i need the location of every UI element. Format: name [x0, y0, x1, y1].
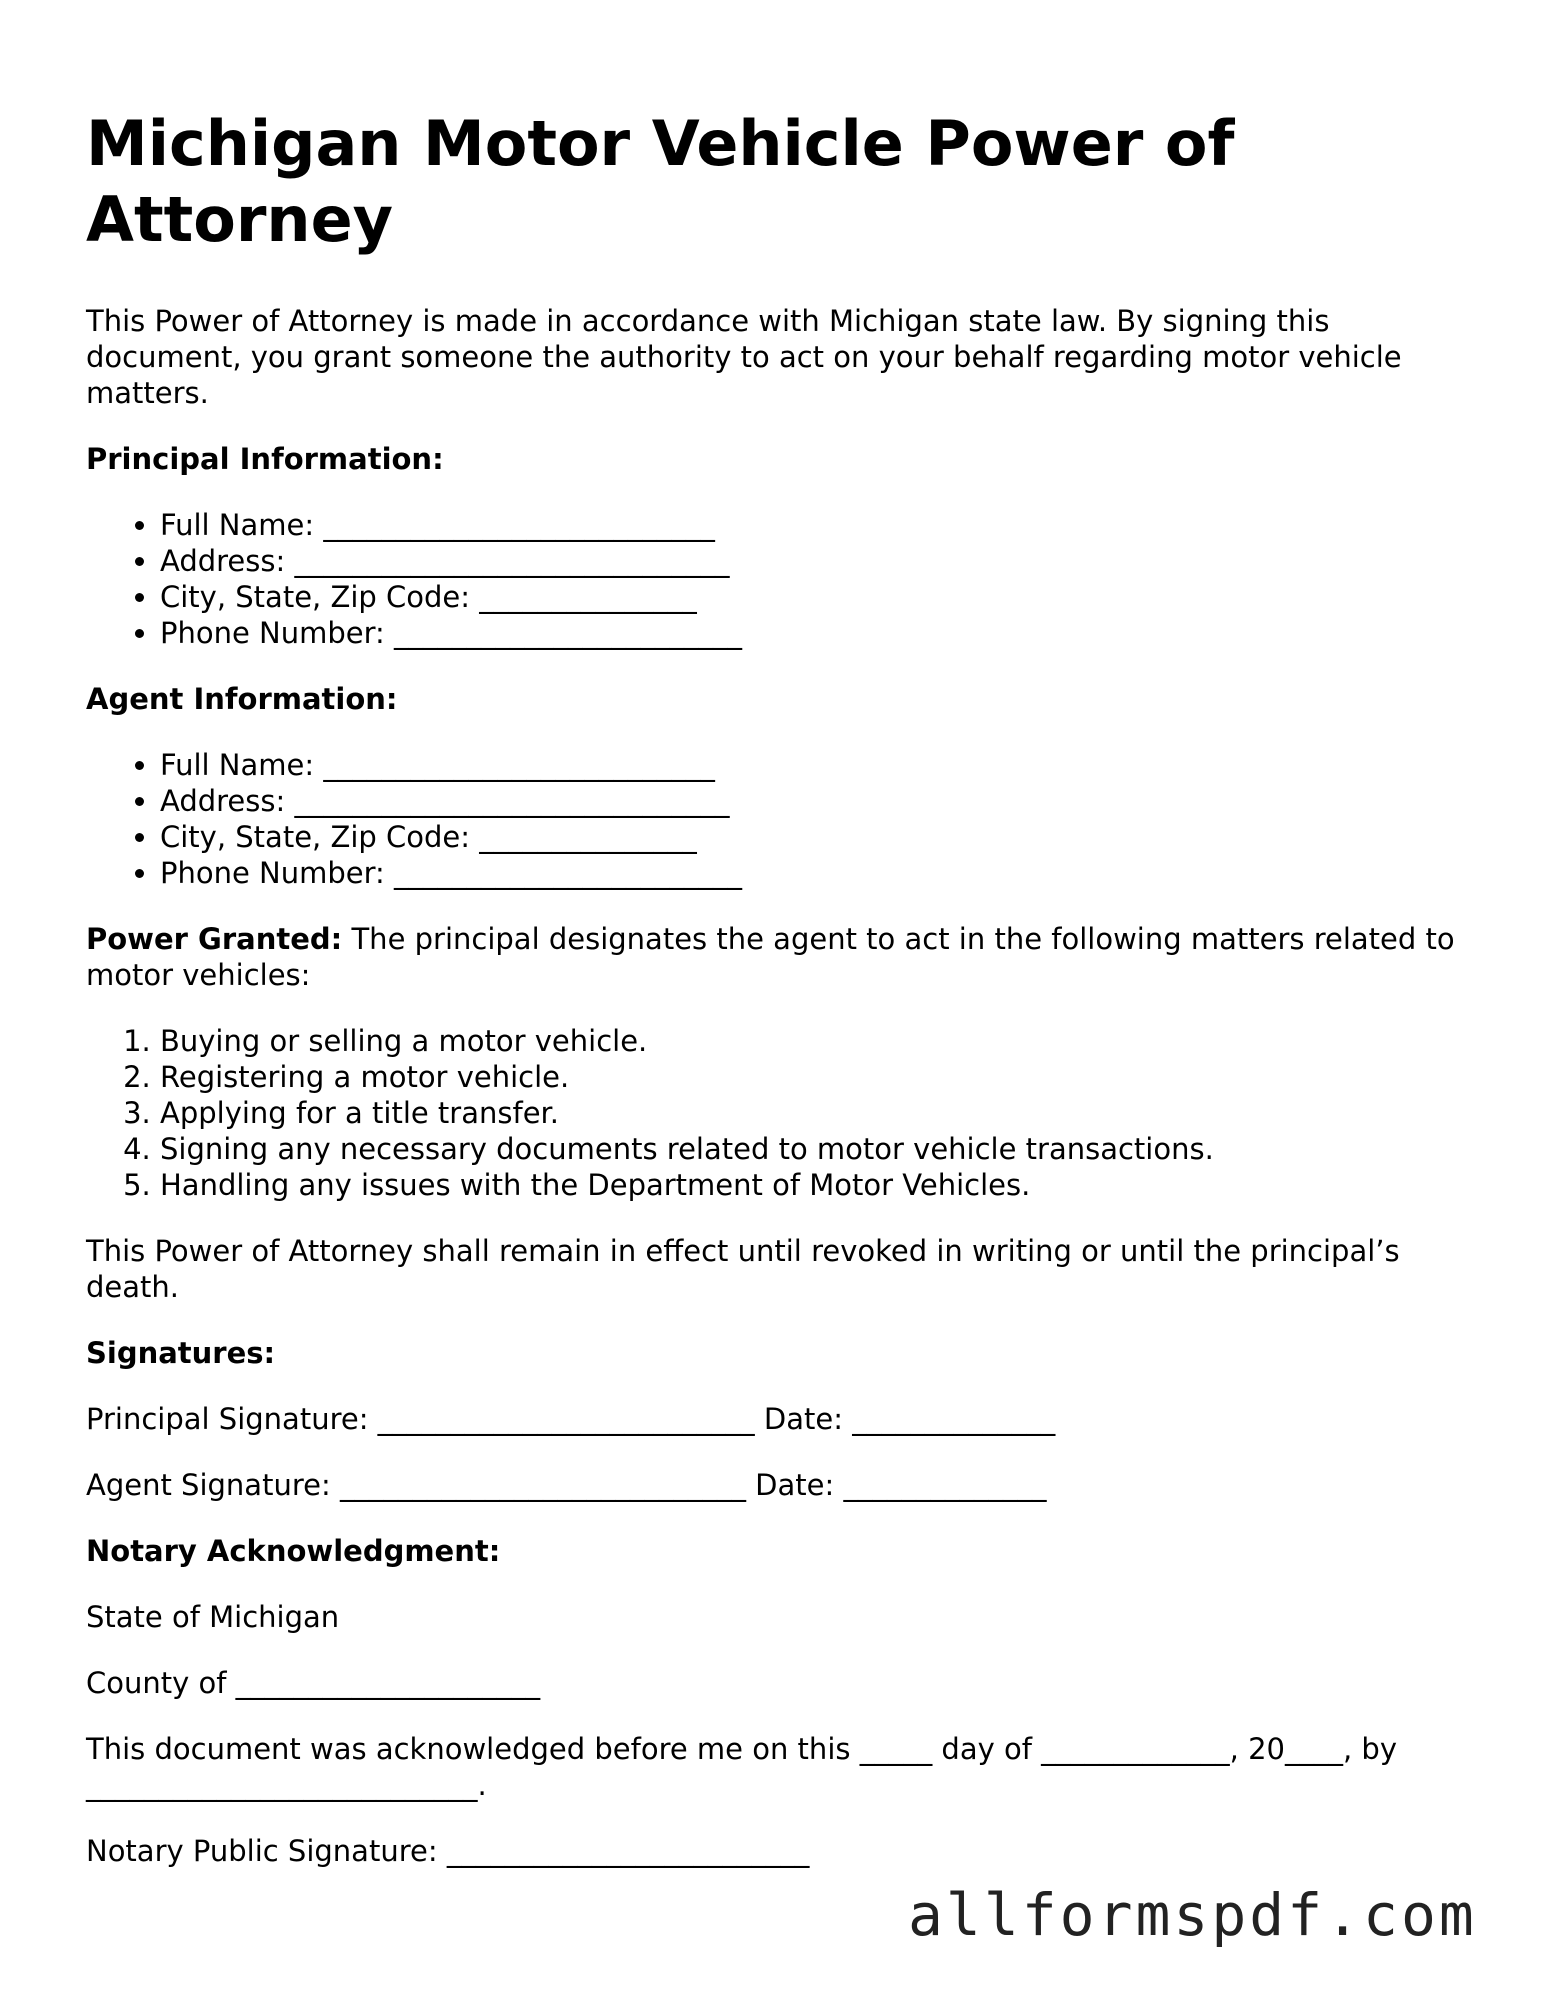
agent-full-name-field[interactable]: • Full Name: ___________________________ [160, 747, 1466, 783]
intro-paragraph: This Power of Attorney is made in accordance with Michigan state law. By signing this document, you grant someone the authority to act on your behalf regarding motor vehicle matters. [86, 304, 1402, 410]
power-item: 5. Handling any issues with the Department of Motor Vehicles. [160, 1167, 1466, 1203]
power-item: 2. Registering a motor vehicle. [160, 1059, 1466, 1095]
signatures-heading: Signatures: [86, 1336, 276, 1370]
agent-field-list [86, 747, 1466, 891]
powers-list [86, 1023, 1466, 1203]
watermark-logo: allformspdf.com [908, 1881, 1477, 1949]
document-page [86, 106, 1466, 1899]
principal-field-list [86, 507, 1466, 651]
principal-full-name-field[interactable]: • Full Name: ___________________________ [160, 507, 1466, 543]
principal-heading: Principal Information: [86, 442, 444, 476]
principal-city-state-zip-field[interactable]: • City, State, Zip Code: _______________ [160, 579, 1466, 615]
power-item: 4. Signing any necessary documents related to motor vehicle transactions. [160, 1131, 1466, 1167]
power-item: 3. Applying for a title transfer. [160, 1095, 1466, 1131]
notary-signature-line[interactable]: Notary Public Signature: _________________________ [86, 1834, 810, 1868]
principal-signature-line[interactable]: Principal Signature: __________________________ Date: ______________ [86, 1402, 1056, 1436]
duration-paragraph: This Power of Attorney shall remain in effect until revoked in writing or until the principal’s death. [86, 1234, 1400, 1304]
agent-signature-line[interactable]: Agent Signature: ____________________________ Date: ______________ [86, 1468, 1047, 1502]
agent-phone-field[interactable]: • Phone Number: ________________________ [160, 855, 1466, 891]
principal-address-field[interactable]: • Address: ______________________________ [160, 543, 1466, 579]
notary-heading: Notary Acknowledgment: [86, 1534, 501, 1568]
agent-city-state-zip-field[interactable]: • City, State, Zip Code: _______________ [160, 819, 1466, 855]
notary-state: State of Michigan [86, 1600, 340, 1634]
power-granted-text: The principal designates the agent to act in the following matters related to motor vehicles: [86, 922, 1455, 992]
power-item: 1. Buying or selling a motor vehicle. [160, 1023, 1466, 1059]
agent-address-field[interactable]: • Address: ______________________________ [160, 783, 1466, 819]
document-title: Michigan Motor Vehicle Power of Attorney [86, 107, 1235, 256]
notary-county-field[interactable]: County of _____________________ [86, 1666, 541, 1700]
notary-acknowledgment-text[interactable]: This document was acknowledged before me on this _____ day of _____________, 20____, by ___________________________. [86, 1732, 1397, 1802]
power-granted-heading: Power Granted: [86, 922, 343, 956]
principal-phone-field[interactable]: • Phone Number: ________________________ [160, 615, 1466, 651]
power-granted-paragraph [86, 921, 1466, 993]
agent-heading: Agent Information: [86, 682, 398, 716]
